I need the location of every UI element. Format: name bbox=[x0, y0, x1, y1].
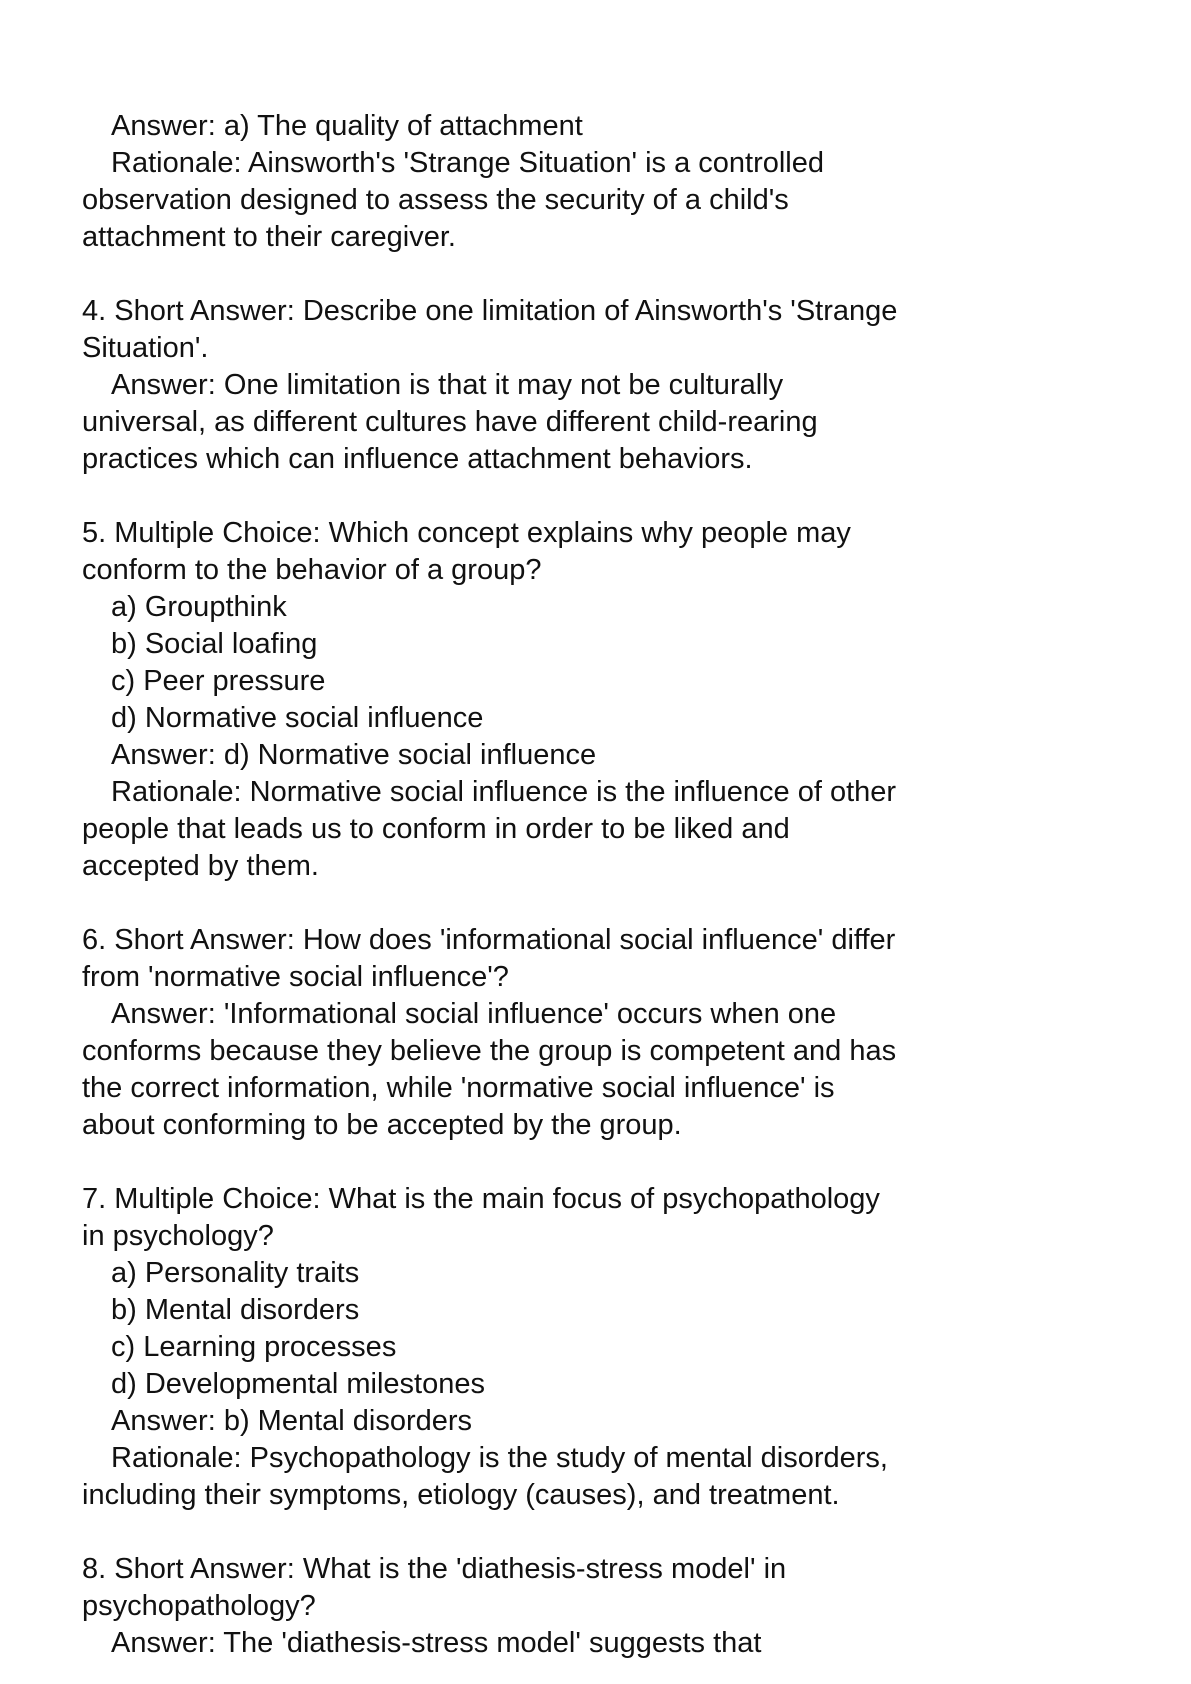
paragraph-spacer bbox=[82, 885, 1092, 922]
text-line: people that leads us to conform in order to be liked and bbox=[82, 813, 790, 845]
text-line: Answer: The 'diathesis-stress model' suggests that bbox=[111, 1627, 762, 1659]
text-line: conform to the behavior of a group? bbox=[82, 554, 542, 586]
text-line: attachment to their caregiver. bbox=[82, 221, 456, 253]
text-line: d) Normative social influence bbox=[111, 702, 484, 734]
text-line: conforms because they believe the group is competent and has bbox=[82, 1035, 897, 1067]
question-block bbox=[82, 1181, 1092, 1514]
question-block bbox=[82, 922, 1092, 1144]
text-line: a) Personality traits bbox=[111, 1257, 360, 1289]
text-line: b) Mental disorders bbox=[111, 1294, 360, 1326]
text-line: 7. Multiple Choice: What is the main focus of psychopathology bbox=[82, 1183, 880, 1215]
document-body bbox=[82, 108, 1092, 1662]
question-block bbox=[82, 293, 1092, 478]
text-line: universal, as different cultures have different child-rearing bbox=[82, 406, 818, 438]
text-line: Answer: b) Mental disorders bbox=[111, 1405, 473, 1437]
text-line: 8. Short Answer: What is the 'diathesis-stress model' in bbox=[82, 1553, 787, 1585]
text-line: accepted by them. bbox=[82, 850, 319, 882]
text-line: about conforming to be accepted by the group. bbox=[82, 1109, 682, 1141]
text-line: Situation'. bbox=[82, 332, 209, 364]
paragraph-spacer bbox=[82, 1144, 1092, 1181]
text-line: in psychology? bbox=[82, 1220, 274, 1252]
text-line: Rationale: Ainsworth's 'Strange Situation' is a controlled bbox=[111, 147, 825, 179]
question-block bbox=[82, 515, 1092, 885]
text-line: from 'normative social influence'? bbox=[82, 961, 509, 993]
text-line: psychopathology? bbox=[82, 1590, 316, 1622]
text-line: the correct information, while 'normative social influence' is bbox=[82, 1072, 835, 1104]
paragraph-spacer bbox=[82, 256, 1092, 293]
text-line: observation designed to assess the security of a child's bbox=[82, 184, 789, 216]
text-line: Rationale: Psychopathology is the study of mental disorders, bbox=[111, 1442, 888, 1474]
text-line: 4. Short Answer: Describe one limitation of Ainsworth's 'Strange bbox=[82, 295, 898, 327]
text-line: Rationale: Normative social influence is the influence of other bbox=[111, 776, 897, 808]
text-line: c) Peer pressure bbox=[111, 665, 326, 697]
question-block bbox=[82, 108, 1092, 256]
text-line: practices which can influence attachment behaviors. bbox=[82, 443, 753, 475]
text-line: 5. Multiple Choice: Which concept explains why people may bbox=[82, 517, 851, 549]
text-line: d) Developmental milestones bbox=[111, 1368, 485, 1400]
text-line: Answer: One limitation is that it may not be culturally bbox=[111, 369, 784, 401]
text-line: Answer: 'Informational social influence' occurs when one bbox=[111, 998, 837, 1030]
text-line: including their symptoms, etiology (causes), and treatment. bbox=[82, 1479, 840, 1511]
paragraph-spacer bbox=[82, 478, 1092, 515]
text-line: Answer: a) The quality of attachment bbox=[111, 110, 583, 142]
question-block bbox=[82, 1551, 1092, 1662]
text-line: c) Learning processes bbox=[111, 1331, 397, 1363]
text-line: a) Groupthink bbox=[111, 591, 287, 623]
paragraph-spacer bbox=[82, 1514, 1092, 1551]
text-line: b) Social loafing bbox=[111, 628, 318, 660]
text-line: 6. Short Answer: How does 'informational social influence' differ bbox=[82, 924, 896, 956]
text-line: Answer: d) Normative social influence bbox=[111, 739, 597, 771]
